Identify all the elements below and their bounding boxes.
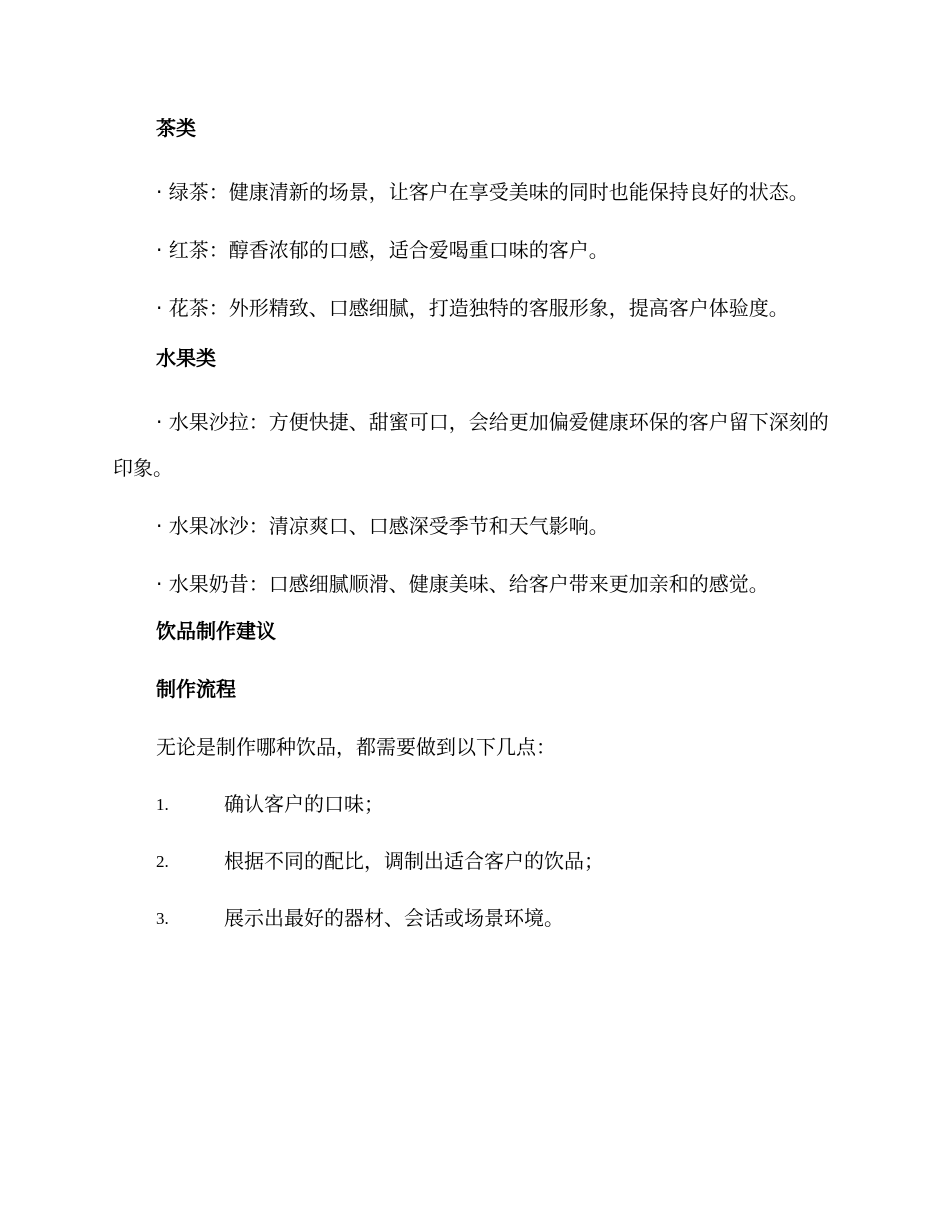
list-text: 确认客户的口味； [224,792,384,816]
black-tea-paragraph: · 红茶：醇香浓郁的口感，适合爱喝重口味的客户。 [156,238,609,262]
list-item [113,903,832,933]
process-intro-paragraph: 无论是制作哪种饮品，都需要做到以下几点： [156,735,556,759]
list-number: 1. [156,795,169,814]
fruit-salad-paragraph: · 水果沙拉：方便快捷、甜蜜可口，会给更加偏爱健康环保的客户留下深刻的印象。 [113,410,829,480]
list-text: 展示出最好的器材、会话或场景环境。 [224,906,564,930]
flower-tea-paragraph: · 花茶：外形精致、口感细腻，打造独特的客服形象，提高客户体验度。 [156,296,789,320]
list-item [113,846,832,876]
fruit-smoothie-paragraph: · 水果冰沙：清凉爽口、口感深受季节和天气影响。 [156,514,609,538]
green-tea-paragraph: · 绿茶：健康清新的场景，让客户在享受美味的同时也能保持良好的状态。 [156,180,809,204]
list-number: 3. [156,909,169,928]
list-number: 2. [156,852,169,871]
fruit-heading: 水果类 [156,346,216,370]
list-text: 根据不同的配比，调制出适合客户的饮品； [224,849,604,873]
tea-heading: 茶类 [156,116,196,140]
fruit-milkshake-paragraph: · 水果奶昔：口感细腻顺滑、健康美味、给客户带来更加亲和的感觉。 [156,572,769,596]
drink-advice-heading: 饮品制作建议 [156,619,276,643]
process-heading: 制作流程 [156,677,236,701]
list-item [113,789,832,819]
